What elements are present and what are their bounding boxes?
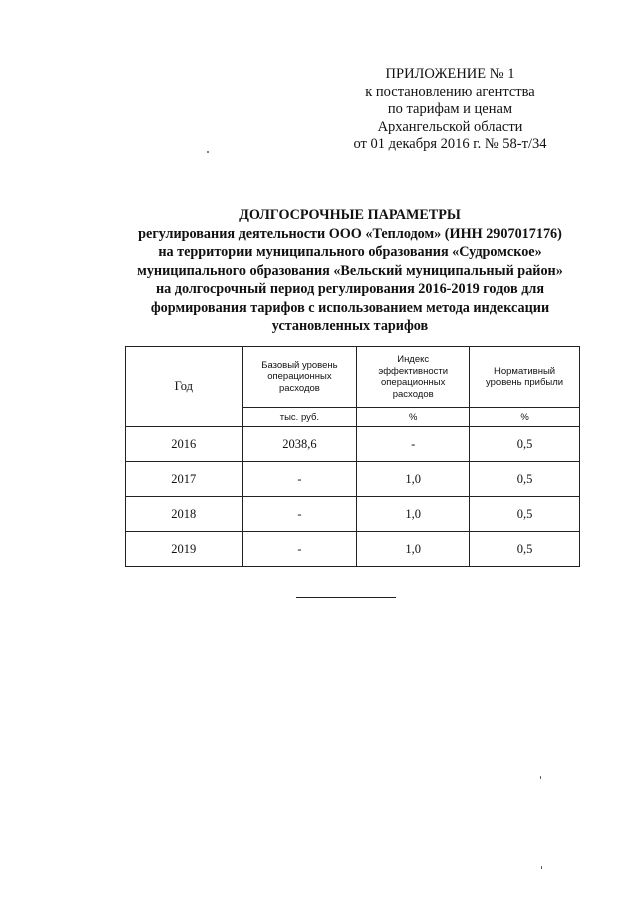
title-line: ДОЛГОСРОЧНЫЕ ПАРАМЕТРЫ: [239, 207, 461, 223]
cell-profit: 0,5: [470, 497, 580, 532]
cell-index: 1,0: [357, 532, 470, 567]
appendix-heading: ПРИЛОЖЕНИЕ № 1: [385, 66, 515, 82]
cell-base: 2038,6: [242, 427, 357, 462]
title-line: на долгосрочный период регулирования 2016-2019 годов для: [155, 281, 545, 297]
table-row: [126, 532, 580, 567]
table-row: [126, 497, 580, 532]
unit-index: %: [357, 408, 470, 427]
header-profit-level-text: Нормативный уровень прибыли: [485, 365, 564, 388]
cell-year: 2018: [126, 497, 243, 532]
cell-base: -: [242, 497, 357, 532]
header-efficiency-index: [357, 347, 470, 408]
title-line: муниципального образования «Вельский муниципальный район»: [137, 262, 563, 279]
header-profit-level: [470, 347, 580, 408]
header-base-cost: [242, 347, 357, 408]
title-line: регулирования деятельности ООО «Теплодом» (ИНН 2907017176): [138, 225, 562, 242]
cell-base: -: [242, 532, 357, 567]
table-header-row: [126, 347, 580, 408]
scan-speck: [541, 866, 542, 869]
table-row: [126, 462, 580, 497]
scan-speck: [207, 151, 209, 153]
unit-base: тыс. руб.: [242, 408, 357, 427]
cell-base: -: [242, 462, 357, 497]
parameters-table: [125, 346, 580, 567]
header-efficiency-index-text: Индекс эффективности операционных расходов: [378, 354, 449, 400]
appendix-block: [330, 66, 570, 154]
header-base-cost-text: Базовый уровень операционных расходов: [261, 359, 338, 394]
appendix-line: к постановлению агентства: [365, 83, 535, 100]
cell-profit: 0,5: [470, 532, 580, 567]
cell-profit: 0,5: [470, 462, 580, 497]
appendix-line: Архангельской области: [377, 118, 523, 135]
cell-year: 2016: [126, 427, 243, 462]
cell-year: 2019: [126, 532, 243, 567]
header-year: Год: [126, 347, 243, 427]
cell-profit: 0,5: [470, 427, 580, 462]
cell-index: -: [357, 427, 470, 462]
cell-index: 1,0: [357, 497, 470, 532]
cell-index: 1,0: [357, 462, 470, 497]
title-line: формирования тарифов с использованием метода индексации: [150, 299, 550, 316]
cell-year: 2017: [126, 462, 243, 497]
appendix-date-line: от 01 декабря 2016 г. № 58-т/34: [353, 136, 547, 152]
unit-profit: %: [470, 408, 580, 427]
table-row: [126, 427, 580, 462]
appendix-line: по тарифам и ценам: [387, 101, 513, 117]
title-line: на территории муниципального образования «Судромское»: [158, 244, 542, 260]
closing-rule: [296, 597, 396, 598]
document-title: [100, 206, 600, 336]
scan-speck: [540, 776, 541, 779]
title-line: установленных тарифов: [271, 318, 429, 334]
